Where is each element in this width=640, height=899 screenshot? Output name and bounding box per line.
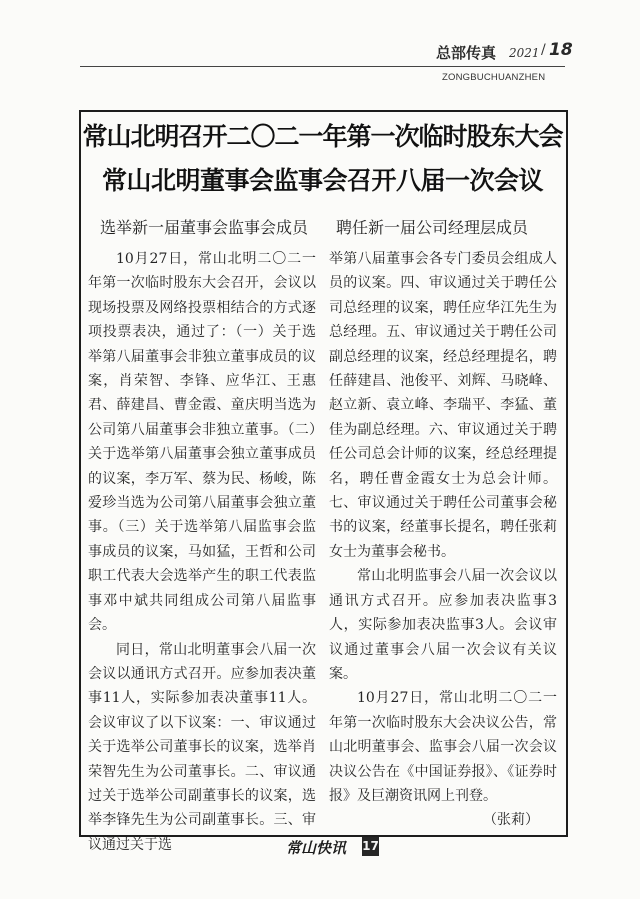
paragraph: 常山北明监事会八届一次会议以通讯方式召开。应参加表决监事3人，实际参加表决监事3人。会议审议通过董事会八届一次会议有关议案。 [329,568,557,682]
paragraph: 同日，常山北明董事会八届一次会议以通讯方式召开。应参加表决董事11人，实际参加表决董事11人。会议审议了以下议案：一、审议通过关于选举公司董事长的议案，选举肖荣智先生为公司董事长。二、审议通过关于选举公司副董事长的议案，选举李锋先生为公司副董事长。三、审议通过关于选 [88,641,316,853]
article-title-line-2: 常山北明董事会监事会召开八届一次会议 [101,166,543,195]
subtitle-right: 聘任新一届公司经理层成员 [336,218,529,237]
paragraph: 10月27日，常山北明二〇二一年第一次临时股东大会决议公告，常山北明董事会、监事会八届一次会议决议公告在《中国证券报》、《证券时报》及巨潮资讯网上刊登。 [329,690,557,804]
header-page-number: 18 [549,40,573,60]
article-column-right [329,247,557,833]
footer-page-number: 17 [362,837,379,856]
paragraph: 举第八届董事会各专门委员会组成人员的议案。四、审议通过关于聘任公司总经理的议案，聘任应华江先生为总经理。五、审议通过关于聘任公司副总经理的议案，经总经理提名，聘任薛建昌、池俊平、刘辉、马晓峰、赵立新、袁立峰、李瑞平、李猛、董佳为副总经理。六、审议通过关于聘任公司总会计师的议案，经总经理提名，聘任曹金霞女士为总会计师。七、审议通过关于聘任公司董事会秘书的议案，经董事长提名，聘任张莉女士为董事会秘书。 [329,251,557,560]
paragraph: 10月27日，常山北明二〇二一年第一次临时股东大会召开，会议以现场投票及网络投票相结合的方式逐项投票表决，通过了：（一）关于选举第八届董事会非独立董事成员的议案，肖荣智、李锋、应华江、王惠君、薛建昌、曹金霞、童庆明当选为公司第八届董事会非独立董事。（二）关于选举第八届董事会独立董事成员的议案，李万军、蔡为民、杨峻，陈爱珍当选为公司第八届董事会独立董事。（三）关于选举第八届监事会监事成员的议案，马如猛，王哲和公司职工代表大会选举产生的职工代表监事邓中斌共同组成公司第八届监事会。 [88,251,316,634]
article-title-line-1: 常山北明召开二〇二一年第一次临时股东大会 [82,122,563,151]
section-pinyin: ZONGBUCHUANZHEN [442,72,546,83]
section-title: 总部传真 [436,44,497,62]
subtitle-left: 选举新一届董事会监事会成员 [100,218,309,237]
issue-year: 2021 [509,46,540,60]
header-rule [80,66,565,67]
article-column-left [88,247,316,857]
author-signature: （张莉） [483,812,539,829]
publication-name: 常山快讯 [286,839,347,857]
issue-separator: / [541,42,546,58]
